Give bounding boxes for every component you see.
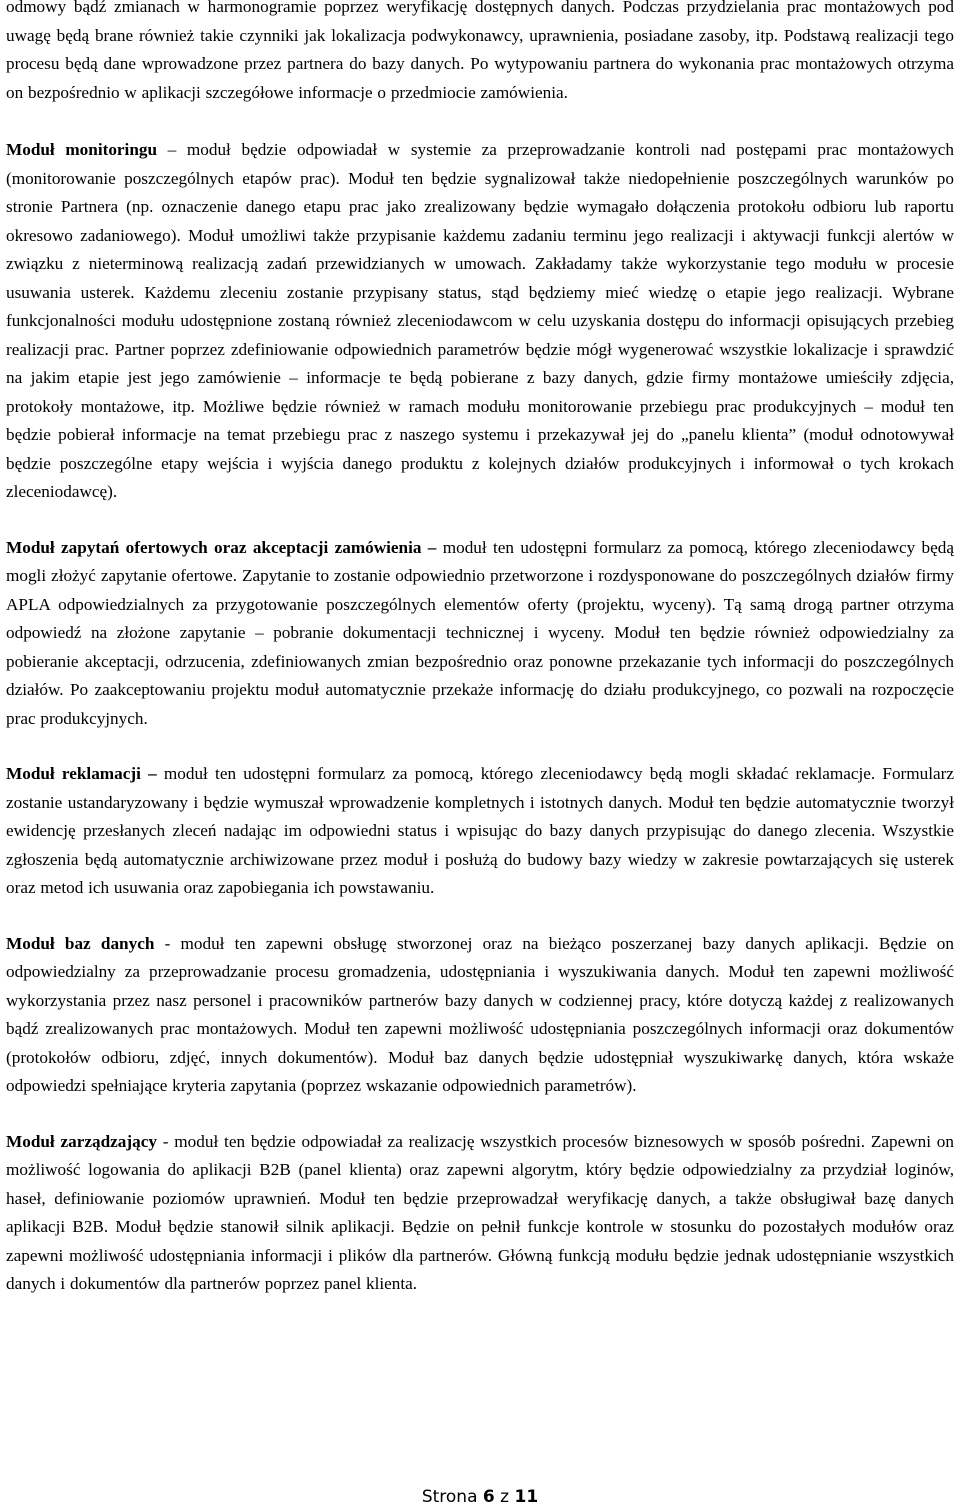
paragraph-complaints-module <box>6 760 954 903</box>
paragraph-management-module <box>6 1128 954 1299</box>
heading-monitoring-module: Moduł monitoringu <box>6 140 158 159</box>
paragraph-database-module <box>6 930 954 1101</box>
paragraph-intro: odmowy bądź zmianach w harmonogramie poprzez weryfikację dostępnych danych. Podczas przydzielania prac montażowych pod uwagę będą brane również takie czynniki jak lokalizacja podwykonawcy, uprawnienia, posiadane zasoby, itp. Podstawą realizacji tego procesu będą dane wprowadzone przez partnera do bazy danych. Po wytypowaniu partnera do wykonania prac montażowych otrzyma on bezpośrednio w aplikacji szczegółowe informacje o przedmiocie zamówienia. <box>6 0 954 102</box>
heading-database-module: Moduł baz danych <box>6 933 155 953</box>
total-pages-number: 11 <box>514 1487 539 1507</box>
heading-complaints-module: Moduł reklamacji – <box>6 764 157 783</box>
text-monitoring-module: – moduł będzie odpowiadał w systemie za przeprowadzanie kontroli nad postępami prac montażowych (monitorowanie poszczególnych etapów prac). Moduł ten będzie sygnalizował także niedopełnienie poszczególnych warunków po stronie Partnera (np. oznaczenie danego etapu prac jako zrealizowany będzie wymagało dołączenia protokołu odbioru lub raportu okresowo zadaniowego). Moduł umożliwi także przypisanie każdemu zadaniu terminu jego realizacji i aktywacji funkcji alertów w związku z nieterminową realizacją zadań przewidzianych w umowach. Zakładamy także wykorzystanie tego modułu w procesie usuwania usterek. Każdemu zleceniu zostanie przypisany status, stąd będziemy mieć wiedzę o etapie jego realizacji. Wybrane funkcjonalności modułu udostępnione zostaną również zleceniodawcom w celu uzyskania dostępu do informacji opisujących przebieg realizacji prac. Partner poprzez zdefiniowanie odpowiednich parametrów będzie mógł wygenerować wszystkie lokalizacje i sprawdzić na jakim etapie jest jego zamówienie – informacje te będą pobierane z bazy danych, gdzie firmy montażowe umieściły zdjęcia, protokoły montażowe, itp. Możliwe będzie również w ramach modułu monitorowanie przebiegu prac produkcyjnych – moduł ten będzie pobierał informacje na temat przebiegu prac z naszego systemu i przekazywał jej do „panelu klienta” (moduł odnotowywał będzie poszczególne etapy wejścia i wyjścia danego produktu z kolejnych działów produkcyjnych i informował o tych krokach zleceniodawcę). <box>6 140 954 501</box>
text-management-module: - moduł ten będzie odpowiadał za realizację wszystkich procesów biznesowych w sposób pośredni. Zapewni on możliwość logowania do aplikacji B2B (panel klienta) oraz zapewni algorytm, który będzie odpowiedzialny za przydział loginów, haseł, definiowanie poziomów uprawnień. Moduł ten będzie przeprowadzał weryfikację danych, a także obsługiwał bazę danych aplikacji B2B. Moduł będzie stanowił silnik aplikacji. Będzie on pełnił funkcje kontrole w stosunku do pozostałych modułów oraz zapewni możliwość udostępniania informacji i plików dla partnerów. Główną funkcją modułu będzie jednak udostępnianie wszystkich danych i dokumentów dla partnerów poprzez panel klienta. <box>6 1131 954 1293</box>
paragraph-offer-module <box>6 534 954 734</box>
page-number-footer <box>0 1486 960 1508</box>
text-complaints-module: moduł ten udostępni formularz za pomocą, którego zleceniodawcy będą mogli składać reklamacje. Formularz zostanie ustandaryzowany i będzie wymuszał wprowadzenie kompletnych i istotnych danych. Moduł ten będzie automatycznie tworzył ewidencję przesłanych zleceń nadając im odpowiedni status i wpisując do bazy danych przypisując do danego zlecenia. Wszystkie zgłoszenia będą automatycznie archiwizowane przez moduł i posłużą do budowy bazy wiedzy w zakresie powtarzających się usterek oraz metod ich usuwania oraz zapobiegania ich powstawaniu. <box>6 764 954 897</box>
page-label: Strona <box>421 1487 478 1507</box>
text-offer-module: moduł ten udostępni formularz za pomocą, którego zleceniodawcy będą mogli złożyć zapytanie ofertowe. Zapytanie to zostanie odpowiednio przetworzone i rozdysponowane do poszczególnych działów firmy APLA odpowiedzialnych za przygotowanie poszczególnych elementów oferty (projektu, wyceny). Tą samą drogą partner otrzyma odpowiedź na złożone zapytanie – pobranie dokumentacji technicznej i wyceny. Moduł ten będzie również odpowiedzialny za pobieranie akceptacji, odrzucenia, zdefiniowanych zmian bezpośrednio oraz ponowne przekazanie tych informacji do poszczególnych działów. Po zaakceptowaniu projektu moduł automatycznie przekaże informację do działu produkcyjnego, co pozwali na rozpoczęcie prac produkcyjnych. <box>6 537 954 728</box>
page-of-label: z <box>500 1487 510 1507</box>
document-page <box>6 0 954 1299</box>
current-page-number: 6 <box>482 1487 495 1507</box>
paragraph-monitoring-module <box>6 136 954 507</box>
heading-offer-module: Moduł zapytań ofertowych oraz akceptacji zamówienia – <box>6 537 437 557</box>
heading-management-module: Moduł zarządzający <box>6 1131 157 1151</box>
text-database-module: - moduł ten zapewni obsługę stworzonej oraz na bieżąco poszerzanej bazy danych aplikacji. Będzie on odpowiedzialny za przeprowadzanie procesu gromadzenia, udostępniania i wyszukiwania danych. Moduł ten zapewni możliwość wykorzystania przez nasz personel i pracowników partnerów bazy danych w codziennej pracy, które dotyczą każdej z realizowanych bądź zrealizowanych prac montażowych. Moduł ten zapewni możliwość udostępniania poszczególnych informacji oraz dokumentów (protokołów odbioru, zdjęć, innych dokumentów). Moduł baz danych będzie udostępniał wyszukiwarkę danych, która wskaże odpowiedzi spełniające kryteria zapytania (poprzez wskazanie odpowiednich parametrów). <box>6 933 954 1095</box>
